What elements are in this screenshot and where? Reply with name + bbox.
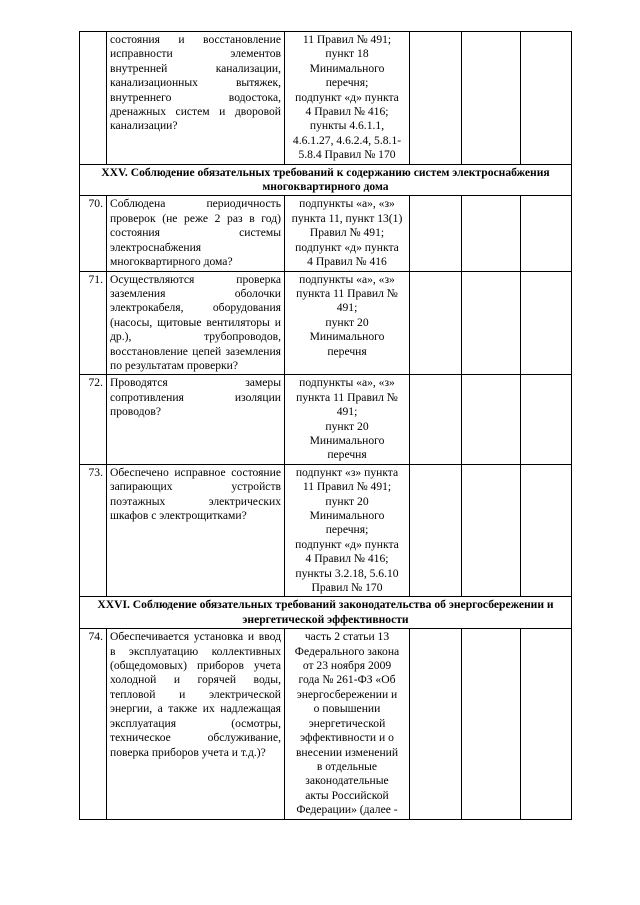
section-title: XXVI. Соблюдение обязательных требований законодательства об энергосбережении и энергетической эффективности <box>80 597 572 629</box>
answer-no-cell <box>462 375 521 464</box>
requirement-question: состояния и восстановление исправности элементов внутренней канализации, канализационных вытяжек, внутреннего водостока, дренажных систем и дворовой канализации? <box>107 32 285 165</box>
table-row <box>80 32 572 165</box>
table-row <box>80 464 572 597</box>
requirement-question: Соблюдена периодичность проверок (не реже 2 раз в год) состояния системы электроснабжения многоквартирного дома? <box>107 196 285 271</box>
answer-na-cell <box>521 629 572 819</box>
answer-no-cell <box>462 464 521 597</box>
answer-no-cell <box>462 629 521 819</box>
answer-yes-cell <box>410 32 462 165</box>
table-row <box>80 196 572 271</box>
table-row <box>80 271 572 375</box>
requirement-question: Осуществляются проверка заземления оболочки электрокабеля, оборудования (насосы, щитовые вентиляторы и др.), трубопроводов, восстановление цепей заземления по результатам проверки? <box>107 271 285 375</box>
legal-reference: подпункты «а», «з» пункта 11 Правил № 491; пункт 20 Минимального перечня <box>285 271 410 375</box>
answer-yes-cell <box>410 271 462 375</box>
item-number: 74. <box>80 629 107 819</box>
answer-na-cell <box>521 375 572 464</box>
legal-reference: часть 2 статьи 13 Федерального закона от 23 ноября 2009 года № 261-ФЗ «Об энергосбережении и о повышении энергетической эффективности и о внесении изменений в отдельные законодательные акты Российской Федерации» (далее - <box>285 629 410 819</box>
answer-no-cell <box>462 32 521 165</box>
answer-yes-cell <box>410 629 462 819</box>
table-row <box>80 629 572 819</box>
answer-na-cell <box>521 196 572 271</box>
item-number: 70. <box>80 196 107 271</box>
legal-reference: подпункты «а», «з» пункта 11, пункт 13(1) Правил № 491; подпункт «д» пункта 4 Правил № 416 <box>285 196 410 271</box>
item-number: 71. <box>80 271 107 375</box>
answer-yes-cell <box>410 464 462 597</box>
requirement-question: Обеспечивается установка и ввод в эксплуатацию коллективных (общедомовых) приборов учета холодной и горячей воды, тепловой и электрической энергии, а также их надлежащая эксплуатация (осмотры, техническое обслуживание, поверка приборов учета и т.д.)? <box>107 629 285 819</box>
answer-na-cell <box>521 271 572 375</box>
table-row <box>80 375 572 464</box>
legal-reference: 11 Правил № 491; пункт 18 Минимального перечня; подпункт «д» пункта 4 Правил № 416; пункты 4.6.1.1, 4.6.1.27, 4.6.2.4, 5.8.1- 5.8.4 Правил № 170 <box>285 32 410 165</box>
answer-no-cell <box>462 196 521 271</box>
answer-na-cell <box>521 464 572 597</box>
requirement-question: Проводятся замеры сопротивления изоляции проводов? <box>107 375 285 464</box>
requirements-table <box>79 31 572 820</box>
section-header-row <box>80 597 572 629</box>
section-title: XXV. Соблюдение обязательных требований к содержанию систем электроснабжения многоквартирного дома <box>80 164 572 196</box>
item-number <box>80 32 107 165</box>
item-number: 73. <box>80 464 107 597</box>
legal-reference: подпункты «а», «з» пункта 11 Правил № 491; пункт 20 Минимального перечня <box>285 375 410 464</box>
answer-yes-cell <box>410 375 462 464</box>
item-number: 72. <box>80 375 107 464</box>
answer-yes-cell <box>410 196 462 271</box>
answer-na-cell <box>521 32 572 165</box>
section-header-row <box>80 164 572 196</box>
legal-reference: подпункт «з» пункта 11 Правил № 491; пункт 20 Минимального перечня; подпункт «д» пункта 4 Правил № 416; пункты 3.2.18, 5.6.10 Правил № 170 <box>285 464 410 597</box>
answer-no-cell <box>462 271 521 375</box>
requirement-question: Обеспечено исправное состояние запирающих устройств поэтажных электрических шкафов с электрощитками? <box>107 464 285 597</box>
